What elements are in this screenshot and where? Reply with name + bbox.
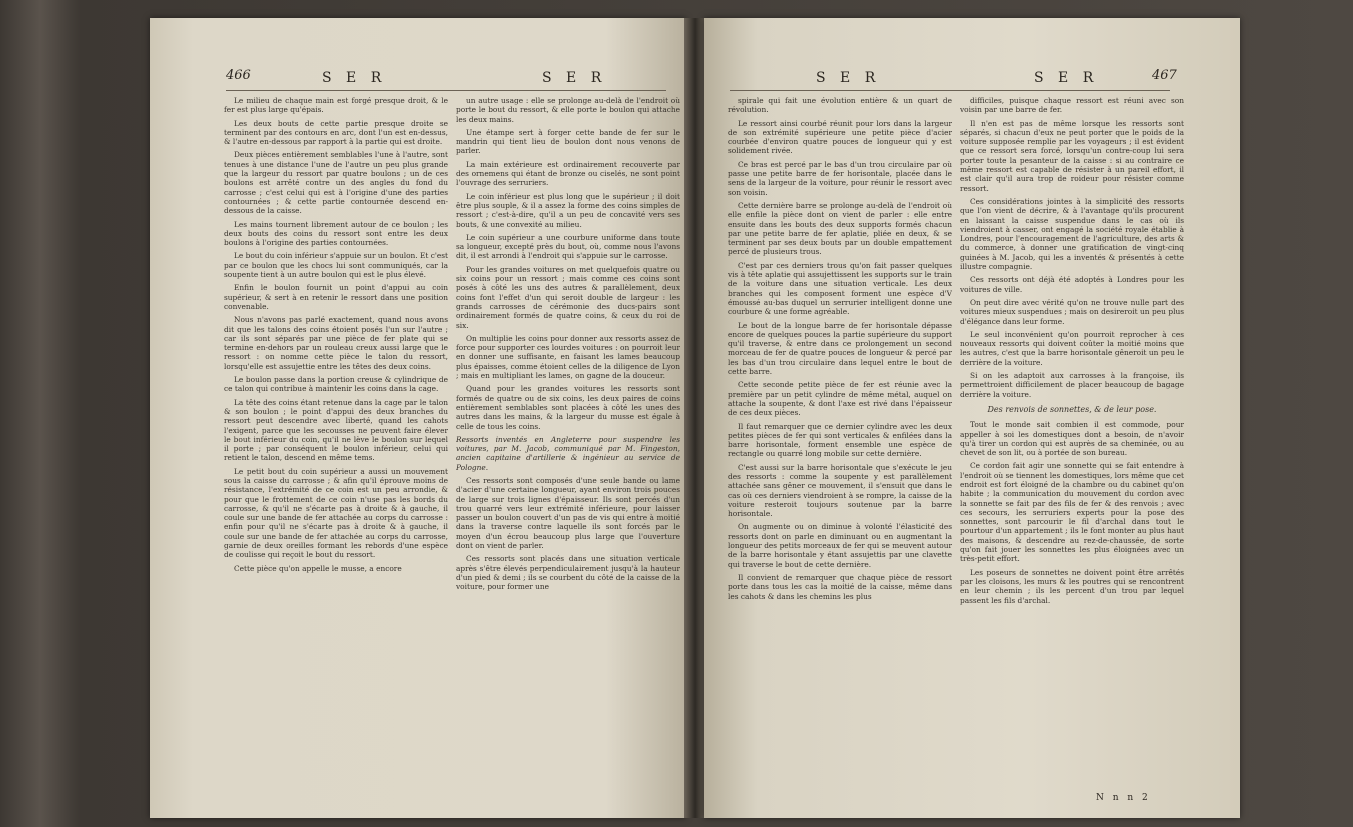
paragraph: Nous n'avons pas parlé exactement, quand nous avons dit que les talons des coins étoient posés l'un sur l'autre ; car ils sont séparés par une pièce de fer plate qui se termine en-dehors par un rouleau creux aussi large que le ressort : on nomme cette pièce le talon du ressort, lorsqu'elle est assujettie entre les têtes des deux coins. (224, 315, 448, 371)
paragraph: Les deux bouts de cette partie presque droite se terminent par des contours en arc, dont l'un est en-dessus, & l'autre en-dessous par rapport à la partie qui est droite. (224, 118, 448, 147)
paragraph: Tout le monde sait combien il est commode, pour appeller à soi les domestiques dont a besoin, de n'avoir qu'à tirer un cordon qui est auprès de sa cheminée, ou au chevet de son lit, ou à portée de son bureau. (960, 420, 1184, 458)
left-running-head-1: S E R (322, 70, 387, 86)
left-page (150, 18, 686, 818)
paragraph: Ces ressorts ont déjà été adoptés à Londres pour les voitures de ville. (960, 275, 1184, 294)
paragraph: Le bout du coin inférieur s'appuie sur un boulon. Et c'est par ce boulon que les chocs lui sont communiqués, car la soupente tient à un autre boulon qui est le plus élevé. (224, 251, 448, 280)
paragraph: Pour les grandes voitures on met quelquefois quatre ou six coins pour un ressort ; mais comme ces coins sont posés à côté les uns des autres & parallèlement, deux coins font l'effet d'un qui seroit double de largeur : les grands carrosses de cérémonie des ducs-pairs sont ordinairement formés de quatre coins, & ceux du roi de six. (456, 264, 680, 330)
paragraph: Cette seconde petite pièce de fer est réunie avec la première par un petit cylindre de même métal, auquel on attache la soupente, & dont l'axe est rivé dans l'épaisseur de ces deux pièces. (728, 380, 952, 418)
paragraph: La tête des coins étant retenue dans la cage par le talon & son boulon ; le point d'appui des deux branches du ressort peut descendre avec liberté, quand les cahots l'exigent, parce que les secousses ne peuvent faire élever le bout inférieur du coin, qu'il ne lève le boulon sur lequel il porte ; par conséquent le boulon inférieur, celui qui retient le talon, descend en même tems. (224, 397, 448, 463)
paragraph: Des renvois de sonnettes, & de leur pose. (987, 404, 1157, 414)
left-header-rule (226, 90, 666, 91)
signature-mark: N n n 2 (1096, 793, 1151, 803)
left-column-2 (456, 96, 680, 796)
paragraph: Le coin supérieur a une courbure uniforme dans toute sa longueur, excepté près du bout, où, comme nous l'avons dit, il est arrondi à l'endroit qui s'appuie sur le carrosse. (456, 232, 680, 261)
paragraph: difficiles, puisque chaque ressort est réuni avec son voisin par une barre de fer. (960, 96, 1184, 115)
right-running-head-1: S E R (816, 70, 881, 86)
paragraph: Ces considérations jointes à la simplicité des ressorts que l'on vient de décrire, & à l'avantage qu'ils procurent en laissant la caisse suspendue dans le cas où ils viendroient à casser, ont engagé la société royale établie à Londres, pour l'encouragement de l'agriculture, des arts & du commerce, à donner une gratification de vingt-cinq guinées à M. Jacob, qui les a inventés & présentés à cette illustre compagnie. (960, 196, 1184, 272)
right-page-number: 467 (1152, 68, 1177, 83)
paragraph: Le petit bout du coin supérieur a aussi un mouvement sous la caisse du carrosse ; & afin qu'il éprouve moins de résistance, l'extrémité de ce coin est un peu arrondie, & pour que le frottement de ce coin n'use pas les bords du carrosse, & qu'il ne s'écarte pas à droite & à gauche, il coule sur une bande de fer attachée au corps du carrosse : enfin pour qu'il ne s'écarte pas à droite & à gauche, il coule sur une bande de fer attachée au corps du carrosse, garnie de deux oreilles formant les rebords d'une espèce de coulisse qui reçoit le bout du ressort. (224, 466, 448, 560)
paragraph: Ces ressorts sont composés d'une seule bande ou lame d'acier d'une certaine longueur, ayant environ trois pouces de large sur trois lignes d'épaisseur. Ils sont percés d'un trou quarré vers leur extrémité inférieure, pour laisser passer un boulon couvert d'un pas de vis qui entre à moitié dans la traverse contre laquelle ils sont forcés par le moyen d'un écrou beaucoup plus large que l'ouverture dont on vient de parler. (456, 475, 680, 551)
paragraph: Il convient de remarquer que chaque pièce de ressort porte dans tous les cas la moitié de la caisse, même dans les cahots & dans les chemins les plus (728, 572, 952, 601)
right-header-rule (730, 90, 1170, 91)
left-page-number: 466 (226, 68, 251, 83)
paragraph: La main extérieure est ordinairement recouverte par des ornemens qui étant de bronze ou ciselés, ne sont point l'ouvrage des serruriers. (456, 159, 680, 188)
paragraph: C'est aussi sur la barre horisontale que s'exécute le jeu des ressorts : comme la soupente y est parallèlement attachée sans gêner ce mouvement, il s'ensuit que dans le cas où ces derniers viendroient à se rompre, la caisse de la voiture resteroit toujours soutenue par la barre horisontale. (728, 462, 952, 519)
paragraph: Le boulon passe dans la portion creuse & cylindrique de ce talon qui contribue à maintenir les coins dans la cage. (224, 375, 448, 394)
paragraph: Le bout de la longue barre de fer horisontale dépasse encore de quelques pouces la partie supérieure du support qu'il traverse, & entre dans ce prolongement un second morceau de fer de quatre pouces de longueur & percé par les bas d'un trou circulaire dans lequel entre le bout de cette barre. (728, 320, 952, 377)
paragraph: On augmente ou on diminue à volonté l'élasticité des ressorts dont on parle en diminuant ou en augmentant la longueur des petits morceaux de fer qui se meuvent autour de la barre horisontale y étant assujettis par une clavette qui traverse le bout de cette dernière. (728, 522, 952, 569)
paragraph: Le coin inférieur est plus long que le supérieur ; il doit être plus souple, & il a assez la forme des coins simples de ressort ; c'est-à-dire, qu'il a un peu de concavité vers ses bouts, & une convexité au milieu. (456, 191, 680, 229)
paragraph: Ce bras est percé par le bas d'un trou circulaire par où passe une petite barre de fer horisontale, placée dans le sens de la largeur de la voiture, pour réunir le ressort avec son voisin. (728, 159, 952, 197)
right-running-head-2: S E R (1034, 70, 1099, 86)
paragraph: Ressorts inventés en Angleterre pour suspendre les voitures, par M. Jacob, communiqué par M. Fingeston, ancien capitaine d'artillerie & ingénieur au service de Pologne. (456, 434, 680, 472)
paragraph: Le ressort ainsi courbé réunit pour lors dans la largeur de son extrémité supérieure une petite pièce d'acier courbée d'environ quatre pouces de longueur qui y est solidement rivée. (728, 118, 952, 156)
paragraph: On multiplie les coins pour donner aux ressorts assez de force pour supporter ces lourdes voitures : on pourroit leur en donner une suffisante, en faisant les lames beaucoup plus épaisses, comme étoient celles de la diligence de Lyon ; mais en multipliant les lames, on gagne de la douceur. (456, 333, 680, 381)
paragraph: Ce cordon fait agir une sonnette qui se fait entendre à l'endroit où se tiennent les domestiques, lors même que cet endroit est fort éloigné de la chambre ou du cabinet qu'on habite ; la communication du mouvement du cordon avec la sonnette se fait par des fils de fer & des renvois ; avec ces secours, les serruriers experts pour la pose des sonnettes, sont parcourir le fil d'archal dans tout le pourtour d'un appartement ; ils le font monter au plus haut des maisons, & descendre au rez-de-chaussée, de sorte qu'on fait jouer les sonnettes les plus éloignées avec un très-petit effort. (960, 461, 1184, 564)
right-column-1 (728, 96, 952, 796)
paragraph: Quand pour les grandes voitures les ressorts sont formés de quatre ou de six coins, les deux paires de coins entièrement semblables sont placées à côté les unes des autres dans les mains, & la largeur du musse est égale à celle de tous les coins. (456, 384, 680, 431)
paragraph: un autre usage : elle se prolonge au-delà de l'endroit où porte le bout du ressort, & elle porte le boulon qui attache les deux mains. (456, 96, 680, 124)
book-gutter (684, 18, 706, 818)
right-page (704, 18, 1240, 818)
paragraph: Le seul inconvénient qu'on pourroit reprocher à ces nouveaux ressorts qui doivent coûter la moitié moins que les autres, c'est que la barre horisontale gêneroit un peu le derrière de la voiture. (960, 329, 1184, 367)
paragraph: Les mains tournent librement autour de ce boulon ; les deux bouts des coins du ressort sont entre les deux boulons à l'origine des parties contournées. (224, 219, 448, 248)
paragraph: Il faut remarquer que ce dernier cylindre avec les deux petites pièces de fer qui sont verticales & enfilées dans la barre horisontale, forment ensemble une espèce de rectangle ou quarré long mobile sur cette dernière. (728, 421, 952, 459)
paragraph: Il n'en est pas de même lorsque les ressorts sont séparés, si chacun d'eux ne peut porter que le poids de la voiture supposée remplie par les voyageurs ; il est évident que ce ressort sera forcé, lorsqu'un contre-coup lui sera porter toute la pesanteur de la caisse : si au contraire ce même ressort est capable de résister à un pareil effort, il est clair qu'il aura trop de roideur pour résister comme ressort. (960, 118, 1184, 193)
paragraph: Enfin le boulon fournit un point d'appui au coin supérieur, & sert à en retenir le ressort dans une position convenable. (224, 283, 448, 311)
paragraph: Deux pièces entièrement semblables l'une à l'autre, sont tenues à une distance l'une de l'autre un peu plus grande que la largeur du ressort par quatre boulons ; un de ces boulons est arrêté contre un des angles du fond du carrosse ; c'est celui qui est à l'origine d'une des parties contournées ; & cette partie contournée descend en-dessous de la caisse. (224, 150, 448, 216)
paragraph: Cette pièce qu'on appelle le musse, a encore (234, 563, 402, 573)
paragraph: Les poseurs de sonnettes ne doivent point être arrêtés par les cloisons, les murs & les poutres qui se rencontrent en leur chemin ; ils les percent d'un trou par lequel passent les fils d'archal. (960, 567, 1184, 605)
paragraph: Une étampe sert à forger cette bande de fer sur le mandrin qui tient lieu de boulon dont nous venons de parler. (456, 127, 680, 156)
paragraph: spirale qui fait une évolution entière & un quart de révolution. (728, 96, 952, 115)
left-running-head-2: S E R (542, 70, 607, 86)
paragraph: Le milieu de chaque main est forgé presque droit, & le fer est plus large qu'épais. (224, 96, 448, 115)
paragraph: Ces ressorts sont placés dans une situation verticale après s'être élevés perpendiculairement jusqu'à la hauteur d'un pied & demi ; ils se courbent du côté de la caisse de la voiture, pour former une (456, 554, 680, 592)
paragraph: Si on les adaptoit aux carrosses à la françoise, ils permettroient difficilement de placer beaucoup de bagage derrière la voiture. (960, 371, 1184, 399)
right-column-2 (960, 96, 1184, 796)
paragraph: C'est par ces derniers trous qu'on fait passer quelques vis à tête aplatie qui assujettissent les supports sur le train de la voiture dans une situation verticale. Les deux branches qui les composent forment une espèce d'V émoussé au-bas duquel un serrurier intelligent donne une courbure & une forme agréable. (728, 260, 952, 317)
left-column-1 (224, 96, 448, 796)
paragraph: On peut dire avec vérité qu'on ne trouve nulle part des voitures mieux suspendues ; mais on desireroit un peu plus d'élégance dans leur forme. (960, 297, 1184, 326)
paragraph: Cette dernière barre se prolonge au-delà de l'endroit où elle enfile la pièce dont on vient de parler : elle entre ensuite dans les bouts des deux supports formés chacun par une petite barre de fer aplatie, pliée en deux, & se terminent par ses deux bouts par un double empattement percé de plusieurs trous. (728, 200, 952, 257)
